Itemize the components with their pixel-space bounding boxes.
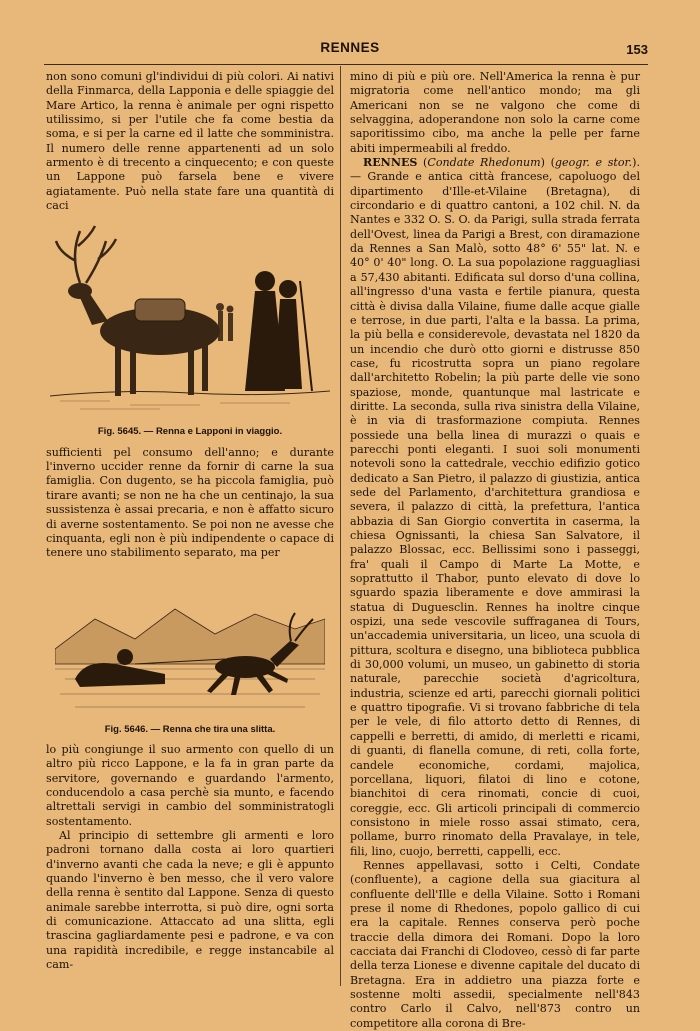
entry-body: Grande e antica città francese, capoluogo del dipartimento d'Ille-et-Vilaine (Bretagna), di circondario e di quattro cantoni, a 102 chil. N. da Nantes e 332 O. S. O. da Parigi, sulla strada ferrata dell'Ovest, linea da Parigi a Brest, con diramazione da Rennes a San Malò, sotto 48° 6' 55" lat. N. e 40° 0' 40" long. O. La sua popolazione ragguagliasi a 57,430 abitanti. Edificata sul dorso d'una collina, all'ingresso d'una vasta e fertile pianura, questa città è divisa dalla Vilaine, fiume dalle acque gialle e terrose, in due parti, l'alta e la bassa. La prima, la più bella e considerevole, devastata nel 1820 da un incendio che durò otto giorni e distrusse 850 case, fu ricostrutta sopra un piano regolare dall'architetto Robelin; la più parte delle vie sono spaziose, monde, quantunque mal lastricate e diritte. La seconda, sulla riva sinistra della Vilaine, è in via di trasformazione compiuta. Rennes possiede una bella linea di murazzi o quais e parecchi ponti eleganti. I suoi soli monumenti notevoli sono la cattedrale, vecchio edifizio gotico dedicato a San Pietro, il palazzo di giustizia, antica sede del Parlamento, d'architettura grandiosa e severa, il palazzo di città, la prefettura, l'antica abbazia di San Giorgio convertita in caserma, la chiesa Ognissanti, la chiesa San Salvatore, il palazzo Blossac, ecc. Bellissimi sono i passeggi, fra' quali il Campo di Marte La Motte, e soprattutto il Thabor, punto elevato di dove lo sguardo spazia liberamente e dove ammirasi la statua di Duguesclin. Rennes ha inoltre cinque ospizi, una sede vescovile suffraganea di Tours, un'accademia universitaria, un liceo, una scuola di pittura, scoltura e disegno, una biblioteca pubblica di 30,000 volumi, un museo, un gabinetto di storia naturale, parecchie società d'agricoltura, industria, scienze ed arti, parecchi giornali politici e quattro tipografie. Vi si trovano fabbriche di tela per le vele, di filo attorto detto di Rennes, di cappelli e berretti, di amido, di merletti e ricami, di guanti, di flanella comune, di reti, colla forte, candele economiche, cordami, majolica, porcellana, liquori, filatoi di lino e cotone, bianchitoi di cera rinomati, concie di cuoi, coreggie, ecc. Gli articoli principali di commercio consistono in miele rosso assai stimato, cera, pollame, burro rinomato della Pravalaye, in tele, fili, lino, cuojo, berretti, cappelli, ecc.	[350, 170, 640, 858]
left-paragraph-1: non sono comuni gl'individui di più colori. Ai nativi della Finmarca, della Lapponia e delle spiaggie del Mare Artico, la renna è animale per ogni rispetto utilissimo, si per l'utile che fa come bestia da soma, e si per la carne ed il latte che somministra. Il numero delle renne appartenenti ad un solo armento è di trecento a cinquecento; e con queste un Lappone può farsela bene e vivere agiatamente. Può nella state fare una quantità di caci	[46, 70, 334, 213]
entry-rennes: RENNES (Condate Rhedonum) (geogr. e stor.). — Grande e antica città francese, capoluogo del dipartimento d'Ille-et-Vilaine (Bretagna), di circondario e di quattro cantoni, a 102 chil. N. da Nantes e 332 O. S. O. da Parigi, sulla strada ferrata dell'Ovest, linea da Parigi a Brest, con diramazione da Rennes a San Malò, sotto 48° 6' 55" lat. N. e 40° 0' 40" long. O. La sua popolazione ragguagliasi a 57,430 abitanti. Edificata sul dorso d'una collina, all'ingresso d'una vasta e fertile pianura, questa città è divisa dalla Vilaine, fiume dalle acque gialle e terrose, in due parti, l'alta e la bassa. La prima, la più bella e considerevole, devastata nel 1820 da un incendio che durò otto giorni e distrusse 850 case, fu ricostrutta sopra un piano regolare dall'architetto Robelin; la più parte delle vie sono spaziose, monde, quantunque mal lastricate e diritte. La seconda, sulla riva sinistra della Vilaine, è in via di trasformazione compiuta. Rennes possiede una bella linea di murazzi o quais e parecchi ponti eleganti. I suoi soli monumenti notevoli sono la cattedrale, vecchio edifizio gotico dedicato a San Pietro, il palazzo di giustizia, antica sede del Parlamento, d'architettura grandiosa e severa, il palazzo di città, la prefettura, l'antica abbazia di San Giorgio convertita in caserma, la chiesa Ognissanti, la chiesa San Salvatore, il palazzo Blossac, ecc. Bellissimi sono i passeggi, fra' quali il Campo di Marte La Motte, e soprattutto il Thabor, punto elevato di dove lo sguardo spazia liberamente e dove ammirasi la statua di Duguesclin. Rennes ha inoltre cinque ospizi, una sede vescovile suffraganea di Tours, un'accademia universitaria, un liceo, una scuola di pittura, scoltura e disegno, una biblioteca pubblica di 30,000 volumi, un museo, un gabinetto di storia naturale, parecchie società d'agricoltura, industria, scienze ed arti, parecchi giornali politici e quattro tipografie. Vi si trovano fabbriche di tela per le vele, di filo attorto detto di Rennes, di cappelli e berretti, di amido, di merletti e ricami, di guanti, di flanella comune, di reti, colla forte, candele economiche, cordami, majolica, porcellana, liquori, filatoi di lino e cotone, bianchitoi di cera rinomati, concie di cuoi, coreggie, ecc. Gli articoli principali di commercio consistono in miele rosso assai stimato, cera, pollame, burro rinomato della Pravalaye, in tele, fili, lino, cuojo, berretti, cappelli, ecc.	[350, 156, 640, 858]
column-divider	[340, 66, 341, 986]
right-paragraph-3: Rennes appellavasi, sotto i Celti, Condate (confluente), a cagione della sua giacitura al confluente dell'Ille e della Vilaine. Sotto i Romani prese il nome di Rhedones, popolo gallico di cui era la capitale. Rennes conserva però poche traccie della dimora dei Romani. Dopo la loro cacciata dai Franchi di Clodoveo, cessò di far parte della terza Lionese e divenne capitale del ducato di Bretagna. Era in addietro una piazza forte e sostenne molti assedii, specialmente nell'843 contro Carlo il Calvo, nell'873 contro un competitore alla corona di Bre-	[350, 858, 640, 1030]
figure-reindeer-sled	[46, 569, 334, 737]
entry-latin-name: Condate Rhedonum	[427, 156, 541, 170]
running-title: RENNES	[320, 40, 380, 55]
page-number: 153	[626, 42, 648, 57]
right-paragraph-1: mino di più e più ore. Nell'America la renna è pur migratoria come nell'antico mondo; ma gli Americani non se ne valgono che come di selvaggina, adoperandone non solo la carne come saporitissimo cibo, ma anche la pelle per farne abiti impermeabili al freddo.	[350, 70, 640, 155]
figure-caption-5646: Fig. 5646. — Renna che tira una slitta.	[104, 723, 276, 735]
page-header	[0, 40, 700, 64]
reindeer-sled-illustration	[55, 569, 325, 719]
entry-category: geogr. e stor.	[554, 156, 633, 170]
figure-caption-5645: Fig. 5645. — Renna e Lapponi in viaggio.	[97, 426, 283, 438]
left-paragraph-2: sufficienti pel consumo dell'anno; e durante l'inverno uccider renne da fornir di carne la sua famiglia. Con dugento, se ha piccola famiglia, può tirare avanti; se non ne ha che un centinajo, la sua sussistenza è assai precaria, e non è affatto sicuro di averne sostentamento. Se poi non ne avesse che cinquanta, egli non è più indipendente o capace di tenere uno stabilimento separato, ma per	[46, 445, 334, 560]
left-column	[46, 70, 334, 972]
entry-headword: RENNES	[363, 156, 418, 170]
reindeer-lapps-illustration	[50, 221, 330, 421]
header-rule	[44, 64, 648, 65]
right-column	[350, 70, 640, 1031]
figure-reindeer-lapps	[46, 221, 334, 439]
left-paragraph-4: Al principio di settembre gli armenti e loro padroni tornano dalla costa ai loro quartieri d'inverno avanti che cada la neve; e gli è appunto quando l'inverno è ben messo, che il vero valore della renna è sentito dal Lappone. Senza di questo animale sarebbe interrotta, si può dire, ogni sorta di comunicazione. Attaccato ad una slitta, egli trascina gagliardamente pesi e padrone, e va con una rapidità incredibile, e regge instancabile al cam-	[46, 828, 334, 972]
left-paragraph-3: lo più congiunge il suo armento con quello di un altro più ricco Lappone, e la fa in gran parte da servitore, governando e guardando l'armento, conducendolo a casa perchè sia munto, e facendo altrettali servigi in cambio del somministratogli sostentamento.	[46, 742, 334, 828]
